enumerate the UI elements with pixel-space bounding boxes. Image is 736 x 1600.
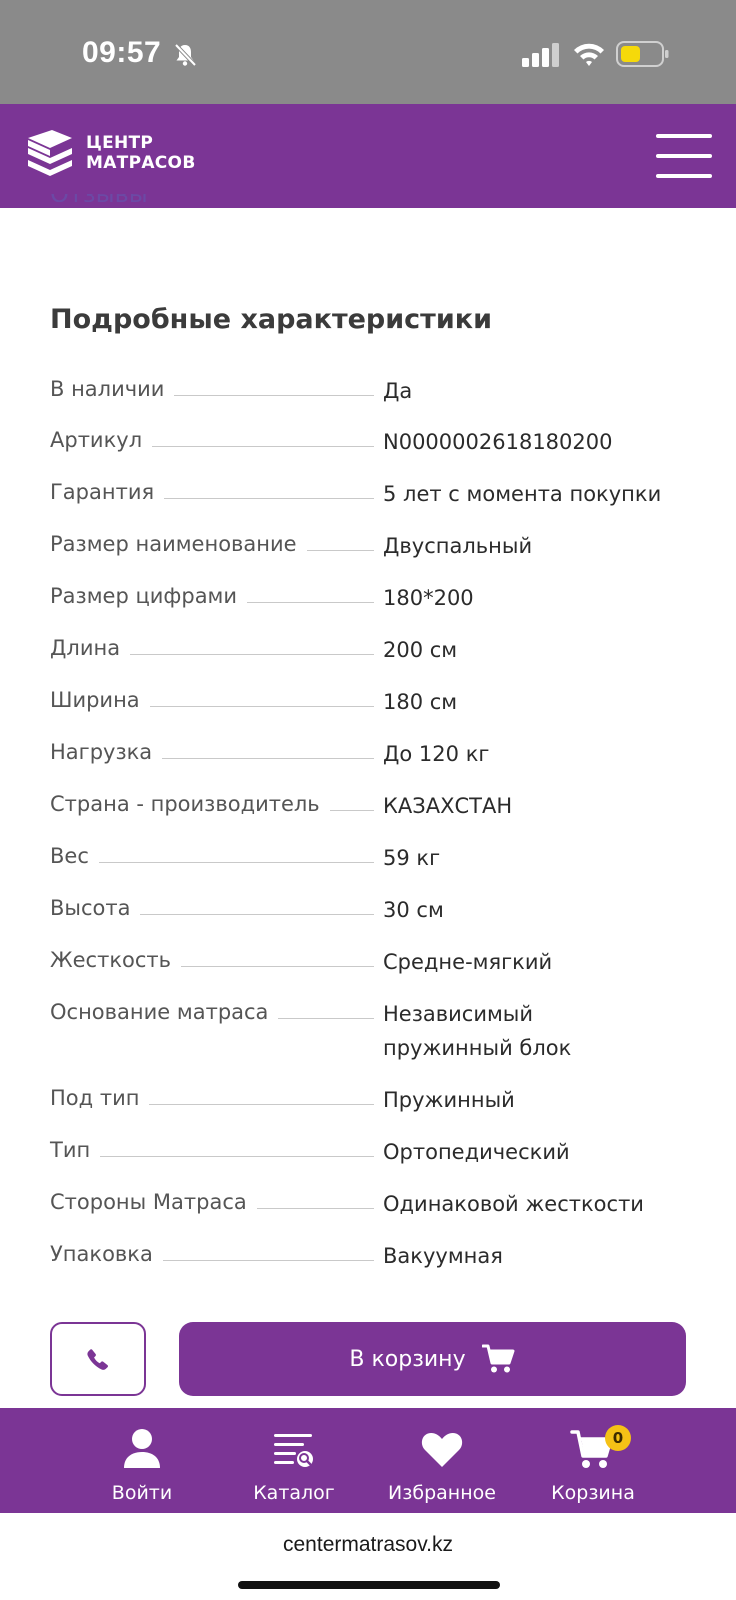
- cart-icon: [482, 1343, 516, 1375]
- nav-item-login[interactable]: [67, 1408, 217, 1513]
- spec-value: Пружинный: [383, 1088, 515, 1112]
- cart-count-badge: 0: [605, 1425, 631, 1451]
- section-title: Подробные характеристики: [50, 304, 492, 335]
- spec-label: Размер наименование: [50, 532, 297, 556]
- spec-value: 200 см: [383, 638, 458, 662]
- spec-label: Ширина: [50, 688, 140, 712]
- logo[interactable]: [24, 128, 196, 178]
- logo-text: [86, 133, 196, 173]
- wifi-icon: [572, 40, 606, 68]
- spec-value: 5 лет с момента покупки: [383, 482, 662, 506]
- add-to-cart-button[interactable]: [179, 1322, 686, 1396]
- catalog-search-icon: [271, 1426, 317, 1472]
- spec-label: Упаковка: [50, 1242, 153, 1266]
- user-icon: [119, 1426, 165, 1472]
- battery-icon: [616, 41, 670, 67]
- signal-icon: [522, 42, 560, 68]
- spec-label: Высота: [50, 896, 131, 920]
- spec-label: Основание матраса: [50, 1000, 269, 1024]
- logo-line-2: МАТРАСОВ: [86, 153, 196, 173]
- mattress-stack-logo-icon: [24, 128, 76, 178]
- nav-item-cart[interactable]: [518, 1408, 668, 1513]
- spec-value: Двуспальный: [383, 534, 533, 558]
- spec-value: Да: [383, 379, 413, 403]
- spec-value: КАЗАХСТАН: [383, 794, 513, 818]
- nav-item-catalog[interactable]: [219, 1408, 369, 1513]
- spec-label: Нагрузка: [50, 740, 153, 764]
- nav-label: Корзина: [551, 1482, 635, 1504]
- add-to-cart-label: В корзину: [349, 1346, 466, 1372]
- spec-label: Страна - производитель: [50, 792, 320, 816]
- site-header: [0, 104, 736, 208]
- spec-value: 180 см: [383, 690, 458, 714]
- spec-label: Артикул: [50, 428, 143, 452]
- spec-value: 30 см: [383, 898, 444, 922]
- spec-value: Независимый пружинный блок: [383, 1002, 572, 1060]
- spec-value: Средне-мягкий: [383, 950, 553, 974]
- spec-value: 180*200: [383, 586, 474, 610]
- spec-label: Тип: [50, 1138, 91, 1162]
- status-bar: [0, 0, 736, 104]
- bottom-nav: [0, 1408, 736, 1513]
- nav-item-favorites[interactable]: [367, 1408, 517, 1513]
- call-button[interactable]: [50, 1322, 146, 1396]
- status-time: 09:57: [82, 36, 162, 69]
- spec-label: Под тип: [50, 1086, 140, 1110]
- spec-label: Вес: [50, 844, 89, 868]
- nav-label: Избранное: [388, 1482, 496, 1504]
- logo-line-1: ЦЕНТР: [86, 133, 154, 153]
- hamburger-menu-icon[interactable]: [654, 132, 714, 180]
- spec-value: 59 кг: [383, 846, 441, 870]
- bell-muted-icon: [172, 42, 198, 68]
- spec-value: Вакуумная: [383, 1244, 503, 1268]
- heart-icon: [419, 1426, 465, 1472]
- spec-label: Размер цифрами: [50, 584, 238, 608]
- url-text[interactable]: centermatrasov.kz: [283, 1533, 453, 1556]
- spec-label: В наличии: [50, 377, 165, 401]
- spec-label: Длина: [50, 636, 121, 660]
- browser-url-bar: [0, 1513, 736, 1600]
- spec-value: До 120 кг: [383, 742, 490, 766]
- nav-label: Войти: [111, 1482, 173, 1504]
- spec-label: Гарантия: [50, 480, 155, 504]
- spec-label: Жесткость: [50, 948, 172, 972]
- phone-icon: [82, 1343, 114, 1375]
- home-indicator: [238, 1581, 500, 1589]
- spec-value: Ортопедический: [383, 1140, 570, 1164]
- nav-label: Каталог: [253, 1482, 335, 1504]
- spec-value: Одинаковой жесткости: [383, 1192, 644, 1216]
- spec-value: N0000002618180200: [383, 430, 613, 454]
- spec-label: Стороны Матраса: [50, 1190, 247, 1214]
